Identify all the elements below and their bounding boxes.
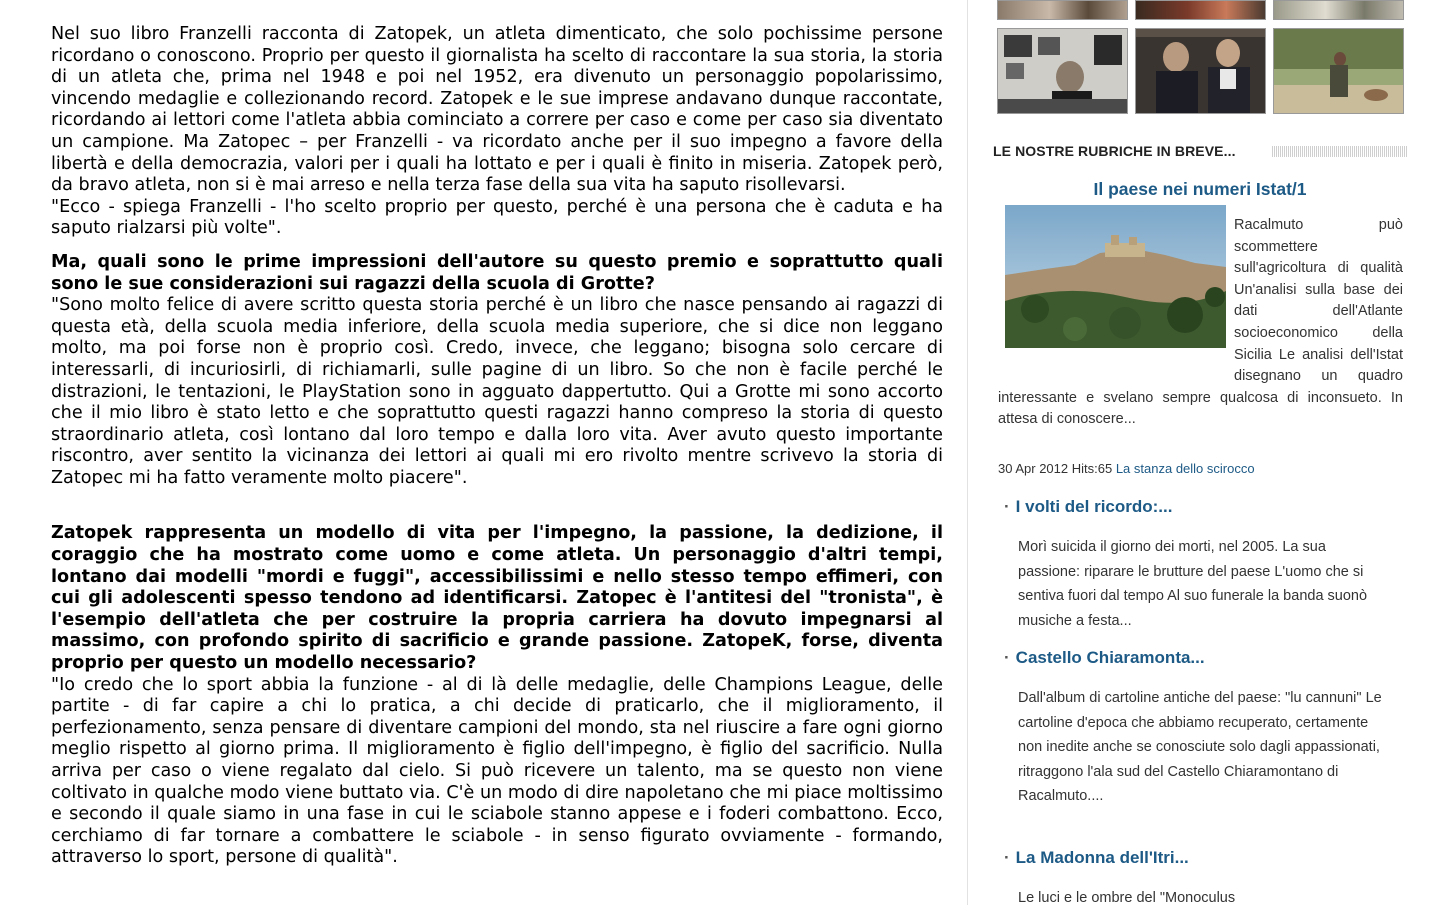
- bullet: ·: [1004, 848, 1010, 867]
- photo-men-in-suits: [1136, 29, 1266, 114]
- rubrica-title-text[interactable]: Castello Chiaramonta...: [1015, 648, 1205, 667]
- date-hits: 30 Apr 2012 Hits:65: [998, 461, 1113, 476]
- gallery-photo[interactable]: [1135, 28, 1266, 114]
- rubrica-item-title[interactable]: [1004, 497, 1172, 517]
- rubrica-item-text: Le luci e le ombre del "Monoculus: [1018, 890, 1236, 906]
- article-meta: [998, 461, 1255, 476]
- gallery-photo[interactable]: [1273, 0, 1404, 20]
- rubrica-item-text: Morì suicida il giorno dei morti, nel 2005. La sua passione: riparare le brutture del paese L'uomo che si sentiva fuori dal tempo Al suo funerale la banda suonò musiche a festa...: [1018, 539, 1368, 629]
- article-paragraph: "Ecco - spiega Franzelli - l'ho scelto proprio per questo, perché è una persona che è caduta e ha saputo rialzarsi più volte".: [51, 196, 943, 239]
- featured-article-summary: [998, 215, 1403, 431]
- photo-man-at-desk: [998, 29, 1128, 114]
- gallery-photo[interactable]: [1135, 0, 1266, 20]
- article-paragraph: "Sono molto felice di avere scritto questa storia perché è un libro che nasce pensando ai ragazzi di questa età, della scuola media inferiore, della scuola media superiore, che si dice non leggano molto, ma poi forse non è proprio così. Credo, invece, che leggano; bisogna solo cercare di interessarli, di incuriosirli, di richiamarli, sulle pagine di un libro. So che non è facile perché le distrazioni, le tentazioni, le PlayStation sono in agguato dappertutto. Qui a Grotte mi sono accorto che il mio libro è stato letto e che soprattutto questi ragazzi hanno compreso la storia di questo straordinario atleta, così lontano dal loro tempo e dalla loro vita. Aver avuto questo importante riscontro, aver sentito la vicinanza dei lettori ai quali mi ero rivolto mentre scrivevo la storia di Zatopec mi ha fatto veramente molto piacere".: [51, 295, 943, 488]
- interview-question: Zatopek rappresenta un modello di vita per l'impegno, la passione, la dedizione, il coraggio che ha mostrato come uomo e come atleta. Un personaggio d'altri tempi, lontano dai modelli "mordi e fuggi", accessibilissimi e nello stesso tempo effimeri, con cui gli adolescenti spesso tendono ad identificarsi. Zatopec è l'antitesi del "tronista", è l'esempio dell'atleta che per costruire la propria carriera ha dovuto impegnarsi al massimo, con profondo spirito di sacrificio e grande passione. ZatopeK, forse, diventa proprio per questo un modello necessario?: [51, 523, 943, 674]
- photo-woman-with-dog: [1274, 29, 1404, 114]
- gallery-photo[interactable]: [997, 28, 1128, 114]
- rubrica-item-title[interactable]: [1004, 848, 1189, 868]
- rubrica-item-title[interactable]: [1004, 648, 1205, 668]
- article-paragraph: Nel suo libro Franzelli racconta di Zatopek, un atleta dimenticato, che solo pochissime persone ricordano o conoscono. Proprio per questo il giornalista ha scelto di raccontare la sua storia, la storia di un atleta che, prima nel 1948 e poi nel 1952, era divenuto un personaggio popolarissimo, vincendo medaglie e collezionando record. Zatopek e le sue imprese andavano dunque raccontate, ricordando ai lettori come l'atleta abbia cominciato a correre per caso e come per caso sia diventato un campione. Ma Zatopec – per Franzelli - va ricordato anche per il suo impegno a favore della libertà e della democrazia, valori per i quali ha lottato e per i quali è finito in miseria. Zatopek però, da bravo atleta, non si è mai arreso e nella terza fase della sua vita ha saputo risollevarsi.: [51, 24, 943, 196]
- heading-rule: [1272, 146, 1408, 157]
- interview-question: Ma, quali sono le prime impressioni dell'autore su questo premio e soprattutto quali sono le sue considerazioni sui ragazzi della scuola di Grotte?: [51, 251, 943, 294]
- featured-summary-text: Racalmuto può scommettere sull'agricoltura di qualità Un'analisi sulla base dei dati dell'Atlante socioeconomico della Sicilia Le analisi dell'Istat disegnano un quadro interessante e svelano sempre qualcosa di inconsueto. In attesa di conoscere...: [998, 217, 1403, 428]
- featured-article-title[interactable]: Il paese nei numeri Istat/1: [1093, 179, 1307, 199]
- article-paragraph: "Io credo che lo sport abbia la funzione - al di là delle medaglie, delle Champions League, delle partite - di far capire a chi lo pratica, a chi decide di praticarlo, che il miglioramento, il perfezionamento, senza pensare di diventare campioni del mondo, sta nel riuscire a fare ogni giorno meglio rispetto al giorno prima. Il miglioramento è figlio dell'impegno, è figlio del sacrificio. Nulla arriva per caso o viene regalato dal cielo. Si può ricevere un talento, ma se questo non viene coltivato in qualche modo viene buttato via. C'è un modo di dire napoletano che mi piace moltissimo e secondo il quale siamo in una fase in cui le sciabole stanno appese e i foderi combattono. Ecco, cerchiamo di far tornare a combattere le sciabole - in senso figurato ovviamente - formando, attraverso lo sport, persone di qualità".: [51, 674, 943, 868]
- rubrica-item-text: Dall'album di cartoline antiche del paese: "lu cannuni" Le cartoline d'epoca che abbiamo recuperato, certamente non inedite anche se conosciute solo dagli appassionati, ritraggono l'ala sud del Castello Chiaramontano di Racalmuto....: [1018, 690, 1382, 804]
- bullet: ·: [1004, 497, 1010, 516]
- article-body: [51, 24, 943, 869]
- gallery-photo[interactable]: [1273, 28, 1404, 114]
- bullet: ·: [1004, 648, 1010, 667]
- rubrica-title-text[interactable]: La Madonna dell'Itri...: [1015, 848, 1189, 867]
- rubrica-title-text[interactable]: I volti del ricordo:...: [1015, 497, 1173, 516]
- category-link[interactable]: La stanza dello scirocco: [1115, 461, 1255, 476]
- gallery-photo[interactable]: [997, 0, 1128, 20]
- column-divider: [967, 0, 968, 905]
- section-heading: LE NOSTRE RUBRICHE IN BREVE...: [993, 143, 1236, 159]
